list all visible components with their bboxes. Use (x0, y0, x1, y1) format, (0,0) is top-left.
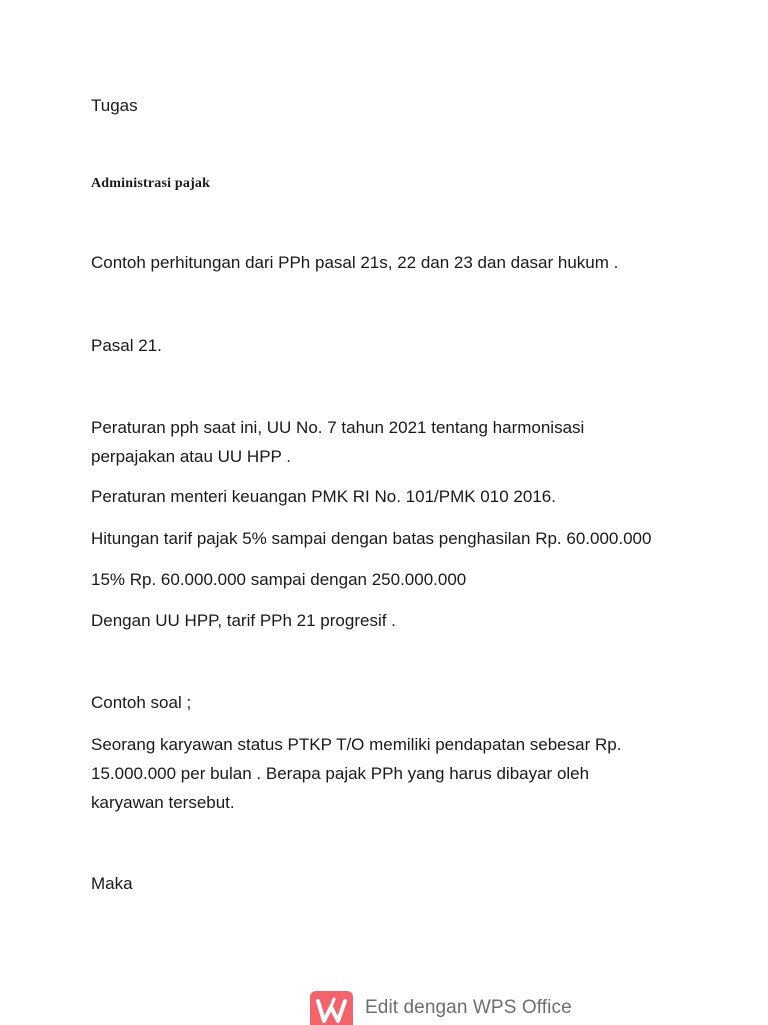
document-heading: Tugas (91, 96, 138, 115)
intro-paragraph: Contoh perhitungan dari PPh pasal 21s, 22 dan 23 dan dasar hukum . (91, 253, 619, 272)
rate-paragraph-2: 15% Rp. 60.000.000 sampai dengan 250.000.000 (91, 570, 467, 589)
wps-edit-banner[interactable] (310, 991, 572, 1025)
regulation-paragraph-2: Peraturan menteri keuangan PMK RI No. 101/PMK 010 2016. (91, 487, 556, 506)
example-label: Contoh soal ; (91, 693, 192, 712)
example-paragraph: Seorang karyawan status PTKP T/O memiliki pendapatan sebesar Rp. 15.000.000 per bulan . Berapa pajak PPh yang harus dibayar oleh karyawan tersebut. (91, 735, 622, 812)
rate-paragraph-1: Hitungan tarif pajak 5% sampai dengan batas penghasilan Rp. 60.000.000 (91, 529, 652, 548)
progressive-paragraph: Dengan UU HPP, tarif PPh 21 progresif . (91, 611, 396, 630)
closing-paragraph: Maka (91, 874, 133, 893)
section-heading: Pasal 21. (91, 336, 162, 355)
document-subject: Administrasi pajak (91, 176, 211, 191)
regulation-paragraph-1: Peraturan pph saat ini, UU No. 7 tahun 2021 tentang harmonisasi perpajakan atau UU HPP . (91, 418, 585, 466)
wps-office-logo-icon (310, 991, 353, 1025)
wps-edit-label[interactable]: Edit dengan WPS Office (365, 997, 572, 1018)
